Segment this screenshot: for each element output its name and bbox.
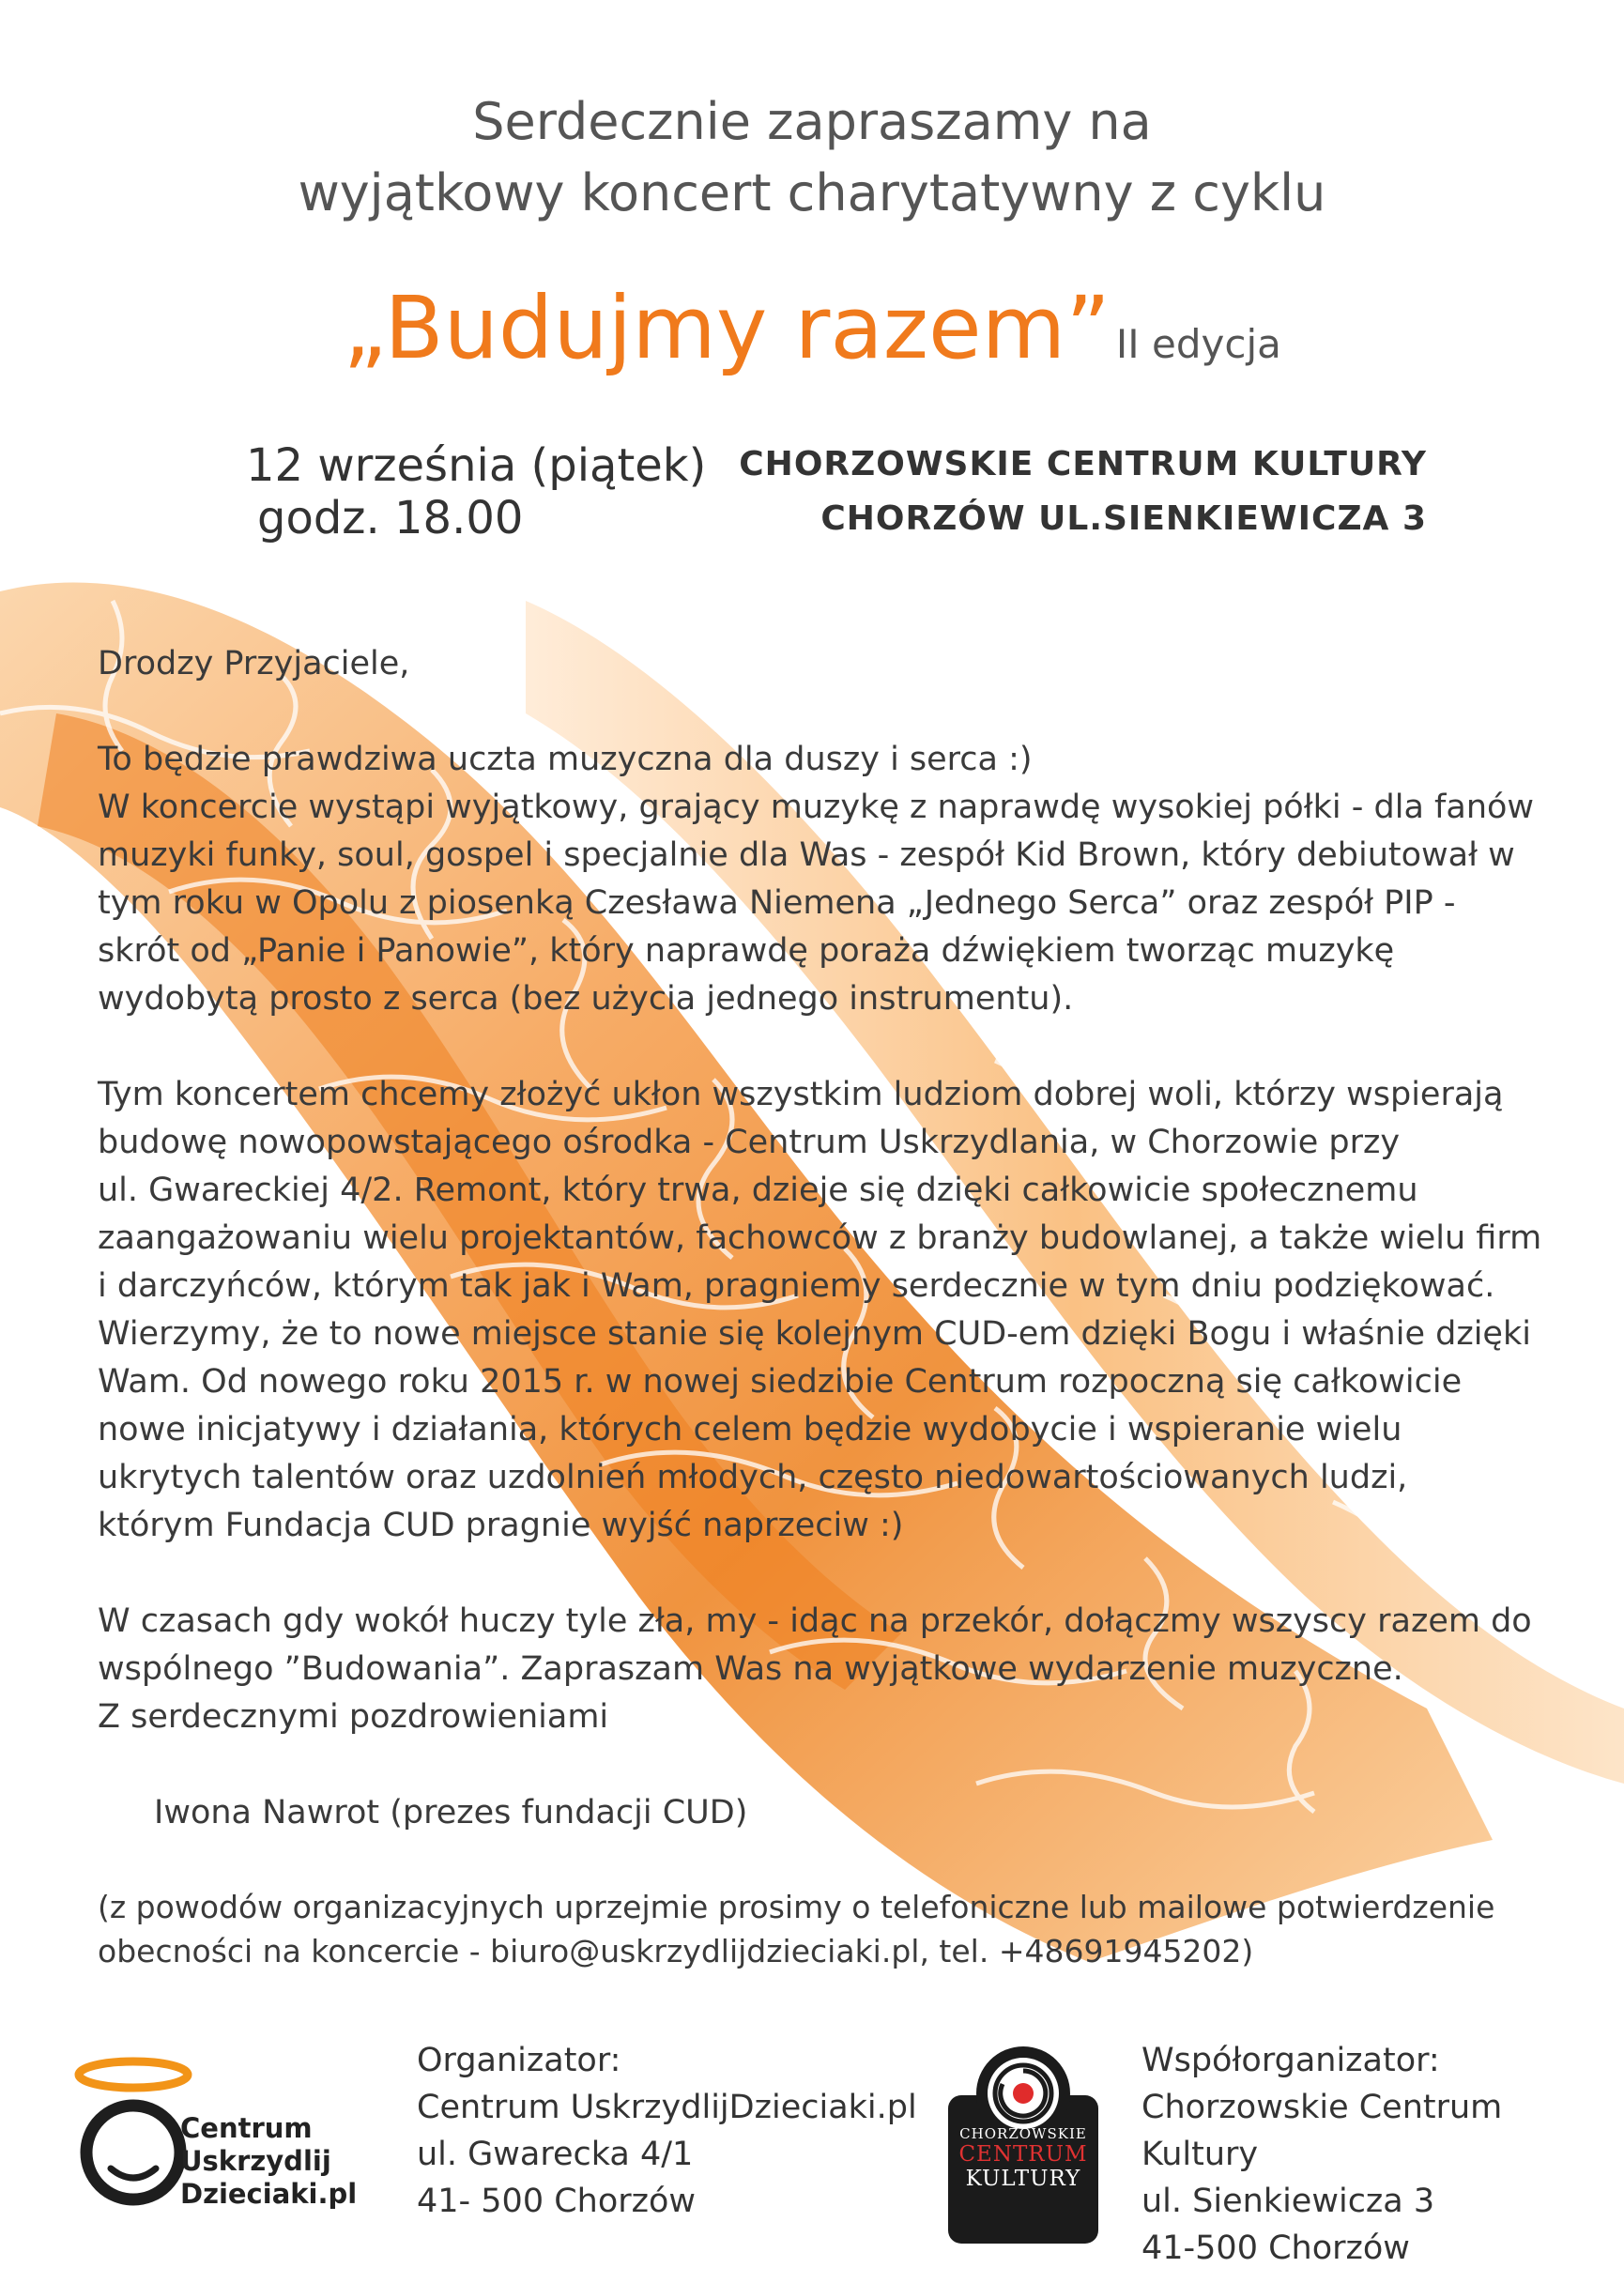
paragraph-line: którym Fundacja CUD pragnie wyjść naprzeciw :) — [98, 1507, 904, 1544]
paragraph-line: nowe inicjatywy i działania, których celem będzie wydobycie i wspieranie wielu — [98, 1411, 1402, 1448]
note-line: obecności na koncercie - biuro@uskrzydlijdzieciaki.pl, tel. +48691945202) — [98, 1933, 1254, 1969]
paragraph-line: Wam. Od nowego roku 2015 r. w nowej siedzibie Centrum rozpoczną się całkowicie — [98, 1363, 1463, 1401]
letter-greeting: Drodzy Przyjaciele, — [98, 645, 410, 682]
paragraph-2 — [98, 1071, 1562, 1550]
coorganizer-block — [1141, 2037, 1624, 2272]
cud-logo — [58, 2056, 368, 2210]
cud-logo-line: Dzieciaki.pl — [180, 2178, 358, 2210]
paragraph-line: W koncercie wystąpi wyjątkowy, grający muzykę z naprawdę wysokiej półki - dla fanów — [98, 789, 1535, 826]
event-date-block — [246, 439, 706, 544]
paragraph-line: muzyki funky, soul, gospel i specjalnie dla Was - zespół Kid Brown, który debiutował w — [98, 836, 1515, 874]
cud-logo-line: Uskrzydlij — [180, 2145, 331, 2177]
paragraph-line: budowę nowopowstającego ośrodka - Centrum Uskrzydlania, w Chorzowie przy — [98, 1124, 1401, 1161]
organizer-line: 41- 500 Chorzów — [417, 2183, 697, 2220]
venue-address: CHORZÓW UL.SIENKIEWICZA 3 — [820, 499, 1427, 538]
paragraph-line: ukrytych talentów oraz uzdolnień młodych, często niedowartościowanych ludzi, — [98, 1459, 1408, 1496]
paragraph-line: Tym koncertem chcemy złożyć ukłon wszystkim ludziom dobrej woli, którzy wspierają — [98, 1076, 1504, 1113]
edition-label: II edycja — [1115, 321, 1281, 367]
ckk-logo — [948, 2039, 1098, 2244]
paragraph-line: wspólnego ”Budowania”. Zapraszam Was na wyjątkowe wydarzenie muzyczne. — [98, 1650, 1403, 1688]
paragraph-line: i darczyńców, którym tak jak i Wam, pragniemy serdecznie w tym dniu podziękować. — [98, 1267, 1495, 1305]
letter-body — [98, 640, 1562, 1973]
ckk-logo-line: CENTRUM — [958, 2142, 1088, 2167]
coorganizer-line: Chorzowskie Centrum Kultury — [1141, 2089, 1503, 2173]
organizer-line: ul. Gwarecka 4/1 — [417, 2136, 694, 2173]
concert-title: „Budujmy razem” — [343, 278, 1111, 378]
ckk-logo-line: CHORZOWSKIE — [959, 2125, 1087, 2142]
invitation-intro — [0, 86, 1624, 229]
signature: Iwona Nawrot (prezes fundacji CUD) — [154, 1794, 748, 1831]
event-date: 12 września (piątek) — [246, 439, 707, 492]
rsvp-note — [98, 1885, 1562, 1973]
organizer-line: Centrum UskrzydlijDzieciaki.pl — [417, 2089, 917, 2126]
note-line: (z powodów organizacyjnych uprzejmie prosimy o telefoniczne lub mailowe potwierdzenie — [98, 1889, 1495, 1925]
coorganizer-line: 41-500 Chorzów — [1141, 2229, 1410, 2267]
paragraph-1 — [98, 736, 1562, 1023]
organizer-block — [417, 2037, 917, 2225]
paragraph-line: zaangażowaniu wielu projektantów, fachowców z branży budowlanej, a także wielu firm — [98, 1219, 1542, 1257]
coorganizer-label: Współorganizator: — [1141, 2042, 1440, 2079]
concert-title-row — [0, 278, 1624, 378]
paragraph-line: W czasach gdy wokół huczy tyle zła, my - idąc na przekór, dołączmy wszyscy razem do — [98, 1602, 1532, 1640]
cud-logo-text — [180, 2112, 357, 2211]
coorganizer-line: ul. Sienkiewicza 3 — [1141, 2183, 1435, 2220]
paragraph-line: Wierzymy, że to nowe miejsce stanie się kolejnym CUD-em dzięki Bogu i właśnie dzięki — [98, 1315, 1531, 1353]
ckk-logo-text — [948, 2125, 1098, 2191]
paragraph-3 — [98, 1598, 1562, 1741]
paragraph-line: wydobytą prosto z serca (bez użycia jednego instrumentu). — [98, 980, 1074, 1018]
intro-line-1: Serdecznie zapraszamy na — [472, 92, 1152, 151]
ckk-logo-line: KULTURY — [965, 2167, 1081, 2191]
paragraph-line: ul. Gwareckiej 4/2. Remont, który trwa, dzieje się dzięki całkowicie społecznemu — [98, 1172, 1418, 1209]
paragraph-line: To będzie prawdziwa uczta muzyczna dla duszy i serca :) — [98, 741, 1033, 778]
cud-logo-line: Centrum — [180, 2112, 313, 2144]
venue-name: CHORZOWSKIE CENTRUM KULTURY — [739, 445, 1427, 483]
organizer-label: Organizator: — [417, 2042, 621, 2079]
event-time: godz. 18.00 — [257, 492, 524, 544]
paragraph-line: Z serdecznymi pozdrowieniami — [98, 1698, 609, 1736]
paragraph-line: tym roku w Opolu z piosenką Czesława Niemena „Jednego Serca” oraz zespół PIP - — [98, 884, 1456, 922]
paragraph-line: skrót od „Panie i Panowie”, który naprawdę poraża dźwiękiem tworząc muzykę — [98, 932, 1395, 970]
event-venue-block — [739, 437, 1427, 546]
intro-line-2: wyjątkowy koncert charytatywny z cyklu — [298, 163, 1326, 222]
